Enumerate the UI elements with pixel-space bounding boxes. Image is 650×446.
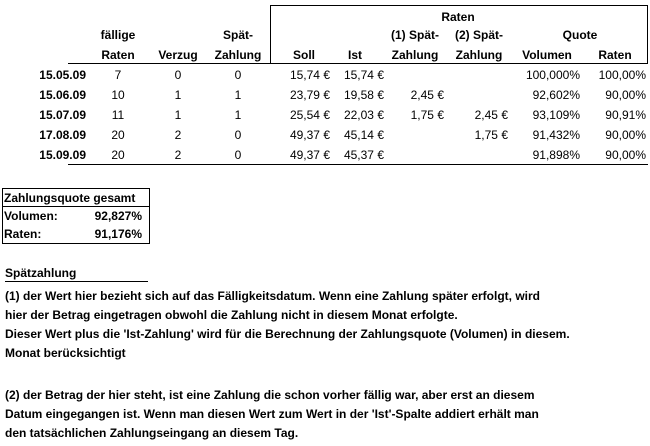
cell-ist: 19,58 € xyxy=(343,88,384,102)
col-spaet1-line1: (1) Spät- xyxy=(391,28,439,42)
cell-soll: 25,54 € xyxy=(289,108,330,122)
raten-group-header: Raten xyxy=(441,10,475,24)
cell-soll: 15,74 € xyxy=(289,68,330,82)
table-bottom-border xyxy=(68,164,648,165)
cell-faellige: 11 xyxy=(111,108,125,122)
cell-raten: 90,91% xyxy=(605,108,646,122)
col-quote: Quote xyxy=(562,28,598,42)
cell-soll: 23,79 € xyxy=(289,88,330,102)
summary-volumen-label: Volumen: xyxy=(4,209,58,223)
cell-ist: 15,74 € xyxy=(343,68,384,82)
cell-soll: 49,37 € xyxy=(289,148,330,162)
col-faellige-line1: fällige xyxy=(100,28,136,42)
col-verzug: Verzug xyxy=(158,48,198,62)
col-spaet2-line2: Zahlung xyxy=(455,48,503,62)
col-raten: Raten xyxy=(598,48,632,62)
cell-spaet2: 2,45 € xyxy=(474,108,508,122)
col-spaet-line1: Spät- xyxy=(223,28,253,42)
row-date: 15.09.09 xyxy=(39,148,86,162)
summary-title-underline xyxy=(2,206,150,207)
notes-heading: Spätzahlung xyxy=(5,266,77,280)
cell-volumen: 91,432% xyxy=(532,128,580,142)
cell-spaet: 0 xyxy=(234,148,242,162)
cell-spaet: 1 xyxy=(234,88,242,102)
cell-raten: 90,00% xyxy=(605,128,646,142)
summary-volumen-value: 92,827% xyxy=(94,209,142,223)
header-bottom-border xyxy=(68,63,648,64)
cell-ist: 22,03 € xyxy=(343,108,384,122)
row-date: 15.05.09 xyxy=(39,68,86,82)
notes-heading-underline xyxy=(5,281,148,282)
note-line: hier der Betrag eingetragen obwohl die Zahlung nicht in diesem Monat erfolgte. xyxy=(5,308,458,322)
header-divider-right xyxy=(647,5,648,63)
cell-spaet: 0 xyxy=(234,68,242,82)
cell-ist: 45,37 € xyxy=(343,148,384,162)
cell-ist: 45,14 € xyxy=(343,128,384,142)
cell-faellige: 20 xyxy=(111,128,125,142)
cell-verzug: 1 xyxy=(174,108,182,122)
row-date: 15.06.09 xyxy=(39,88,86,102)
cell-volumen: 91,898% xyxy=(532,148,580,162)
cell-raten: 90,00% xyxy=(605,148,646,162)
col-soll: Soll xyxy=(292,48,315,62)
cell-verzug: 2 xyxy=(174,148,182,162)
row-date: 15.07.09 xyxy=(39,108,86,122)
cell-volumen: 92,602% xyxy=(532,88,580,102)
summary-raten-value: 91,176% xyxy=(94,227,142,241)
header-divider-left xyxy=(270,5,271,63)
cell-verzug: 0 xyxy=(174,68,182,82)
cell-verzug: 1 xyxy=(174,88,182,102)
row-date: 17.08.09 xyxy=(39,128,86,142)
cell-spaet: 1 xyxy=(234,108,242,122)
cell-volumen: 93,109% xyxy=(532,108,580,122)
col-spaet-line2: Zahlung xyxy=(214,48,262,62)
note-line: Dieser Wert plus die 'Ist-Zahlung' wird für die Berechnung der Zahlungsquote (Volumen) in diesem. xyxy=(5,327,570,341)
cell-raten: 90,00% xyxy=(605,88,646,102)
col-ist: Ist xyxy=(347,48,362,62)
note-line: Datum eingegangen ist. Wenn man diesen Wert zum Wert in der 'Ist'-Spalte addiert erhält man xyxy=(5,407,539,421)
cell-soll: 49,37 € xyxy=(289,128,330,142)
col-volumen: Volumen xyxy=(522,48,572,62)
note-line: den tatsächlichen Zahlungseingang an diesem Tag. xyxy=(5,426,299,440)
cell-spaet2: 1,75 € xyxy=(474,128,508,142)
cell-volumen: 100,000% xyxy=(525,68,580,82)
col-spaet2-line1: (2) Spät- xyxy=(455,28,503,42)
note-line: Monat berücksichtigt xyxy=(5,346,126,360)
cell-faellige: 7 xyxy=(114,68,122,82)
summary-title: Zahlungsquote gesamt xyxy=(4,191,136,205)
summary-raten-label: Raten: xyxy=(4,227,42,241)
note-line: (1) der Wert hier bezieht sich auf das Fälligkeitsdatum. Wenn eine Zahlung später erfolgt, wird xyxy=(5,289,540,303)
cell-spaet1: 1,75 € xyxy=(410,108,444,122)
cell-verzug: 2 xyxy=(174,128,182,142)
cell-faellige: 10 xyxy=(111,88,125,102)
col-spaet1-line2: Zahlung xyxy=(391,48,439,62)
note-line: (2) der Betrag der hier steht, ist eine Zahlung die schon vorher fällig war, aber erst an diesem xyxy=(5,388,535,402)
col-faellige-line2: Raten xyxy=(101,48,135,62)
header-top-border xyxy=(270,5,648,6)
cell-faellige: 20 xyxy=(111,148,125,162)
cell-raten: 100,00% xyxy=(598,68,646,82)
cell-spaet1: 2,45 € xyxy=(410,88,444,102)
cell-spaet: 0 xyxy=(234,128,242,142)
